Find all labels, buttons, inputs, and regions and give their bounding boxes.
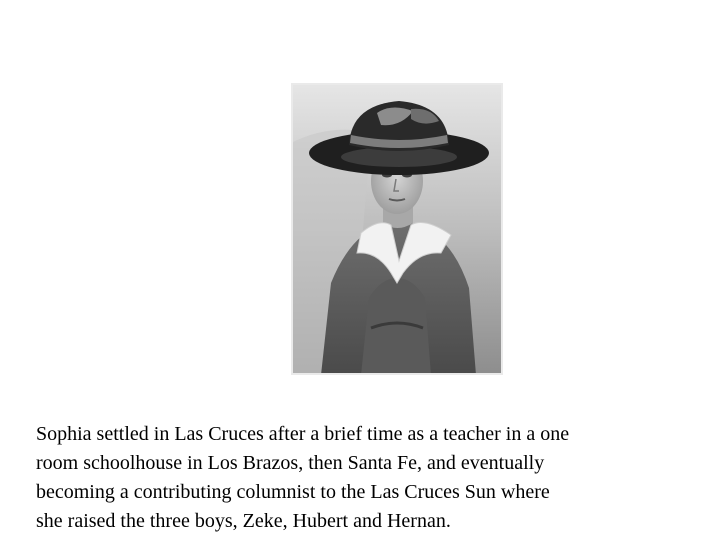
caption-line-1: Sophia settled in Las Cruces after a brief time as a teacher in a one: [36, 423, 570, 445]
caption-line-3: becoming a contributing columnist to the Las Cruces Sun where: [36, 481, 550, 503]
caption-line-2: room schoolhouse in Los Brazos, then Santa Fe, and eventually: [36, 452, 545, 474]
caption-line-4: she raised the three boys, Zeke, Hubert and Hernan.: [36, 510, 451, 532]
caption-text: [36, 420, 716, 536]
portrait-illustration: [291, 83, 503, 375]
portrait-photo: [291, 83, 503, 375]
